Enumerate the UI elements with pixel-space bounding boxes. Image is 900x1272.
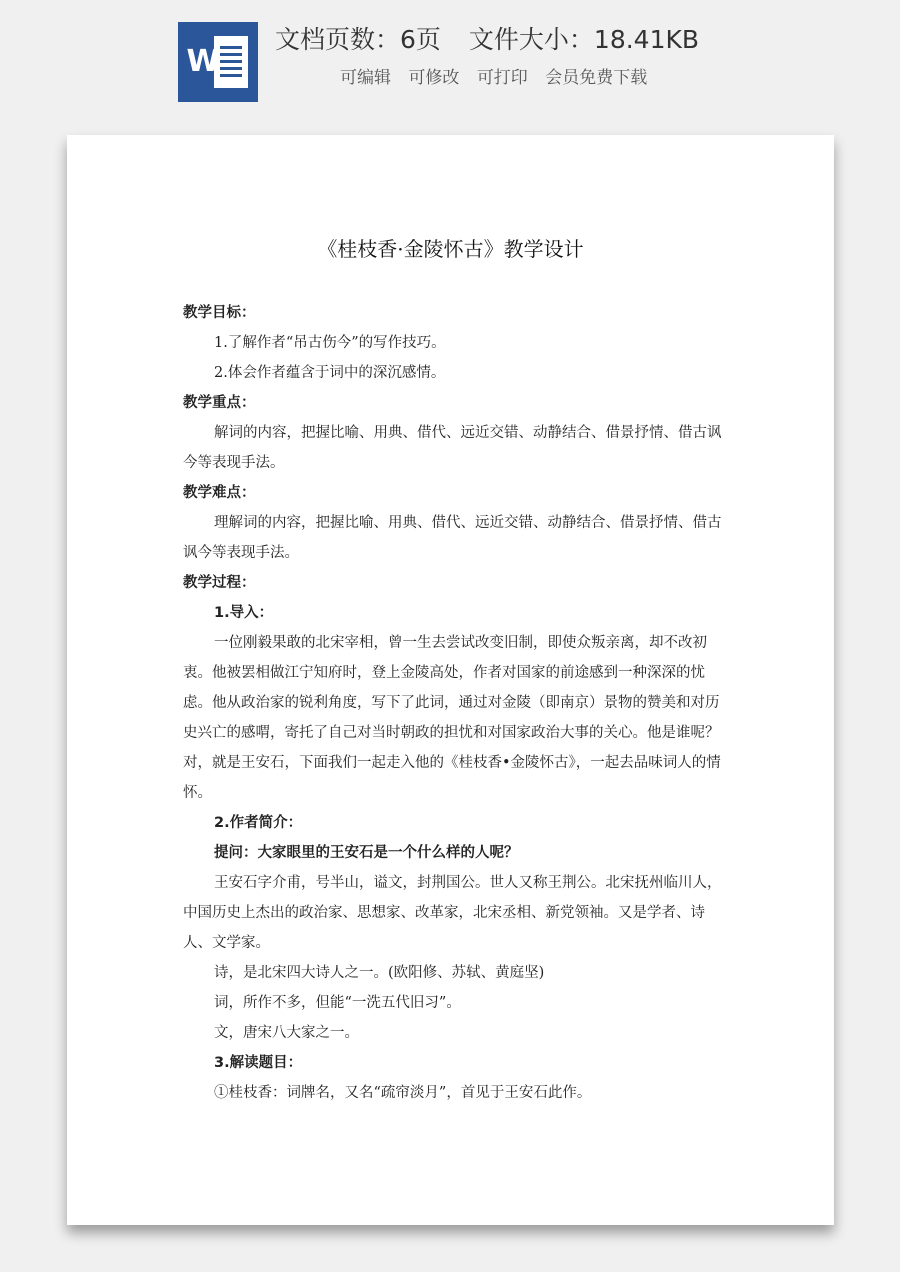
author-heading: 2.作者简介： <box>214 815 303 831</box>
author-question: 提问：大家眼里的王安石是一个什么样的人呢？ <box>214 845 519 861</box>
author-ci: 词，所作不多，但能“一洗五代旧习”。 <box>214 995 461 1011</box>
file-size: 文件大小：18.41KB <box>468 25 700 54</box>
feature-editable: 可编辑 <box>340 68 391 88</box>
word-document-icon: W <box>178 22 258 102</box>
process-heading: 教学过程： <box>183 575 256 591</box>
author-prose: 文，唐宋八大家之一。 <box>214 1025 359 1041</box>
intro-text: 一位刚毅果敢的北宋宰相，曾一生去尝试改变旧制，即使众叛亲离，却不改初衷。他被罢相做江宁知府时，登上金陵高处，作者对国家的前途感到一种深深的忧虑。他从政治家的锐利角度，写下了此词，通过对金陵（即南京）景物的赞美和对历史兴亡的感喟，寄托了自己对当时朝政的担忧和对国家政治大事的关心。他是谁呢？对，就是王安石，下面我们一起走入他的《桂枝香•金陵怀古》，一起去品味词人的情怀。 <box>183 635 721 801</box>
feature-modifiable: 可修改 <box>408 68 460 88</box>
author-text: 王安石字介甫，号半山，谥文，封荆国公。世人又称王荆公。北宋抚州临川人，中国历史上杰出的政治家、思想家、改革家，北宋丞相、新党领袖。又是学者、诗人、文学家。 <box>183 875 722 951</box>
author-poetry: 诗，是北宋四大诗人之一。(欧阳修、苏轼、黄庭坚) <box>214 965 545 981</box>
title-text: ①桂枝香：词牌名，又名“疏帘淡月”，首见于王安石此作。 <box>214 1085 592 1101</box>
document-title: 《桂枝香·金陵怀古》教学设计 <box>317 237 584 261</box>
page-count: 文档页数：6页 <box>275 25 441 54</box>
file-meta <box>275 22 835 58</box>
key-points-text: 解词的内容，把握比喻、用典、借代、远近交错、动静结合、借景抒情、借古讽今等表现手法。 <box>183 425 722 471</box>
feature-member-download: 会员免费下载 <box>545 68 648 88</box>
feature-printable: 可打印 <box>476 68 528 88</box>
intro-heading: 1.导入： <box>214 605 274 621</box>
key-points-heading: 教学重点： <box>183 395 256 411</box>
goal-item: 1.了解作者“吊古伤今”的写作技巧。 <box>214 335 446 351</box>
goal-item: 2.体会作者蕴含于词中的深沉感情。 <box>214 365 446 381</box>
title-heading: 3.解读题目： <box>214 1055 303 1071</box>
download-header <box>0 0 900 135</box>
difficulties-text: 理解词的内容，把握比喻、用典、借代、远近交错、动静结合、借景抒情、借古讽今等表现手法。 <box>183 515 722 561</box>
document-page <box>67 135 834 1225</box>
document-body <box>183 298 727 1108</box>
goals-heading: 教学目标： <box>183 305 256 321</box>
feature-list <box>340 64 780 92</box>
difficulties-heading: 教学难点： <box>183 485 256 501</box>
